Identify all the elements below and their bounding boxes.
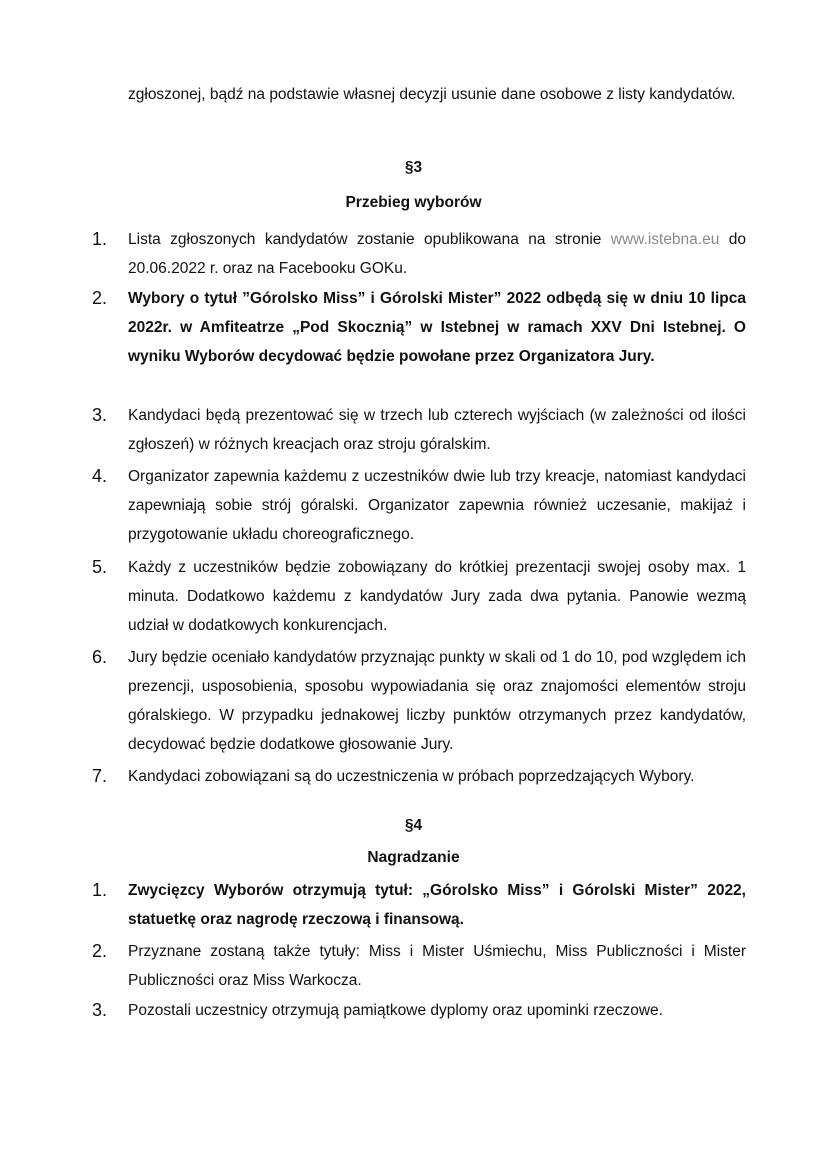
list-number: 2. — [92, 288, 108, 308]
section-4-title: Nagradzanie — [367, 849, 460, 866]
list-text: Pozostali uczestnicy otrzymują pamiątkowe dyplomy oraz upominki rzeczowe. — [128, 1002, 663, 1019]
list-text — [128, 225, 746, 283]
list-number: 1. — [92, 880, 108, 900]
list-text-part: do 20.06.2022 r. oraz na Facebooku GOKu. — [128, 231, 746, 277]
list-number: 5. — [92, 557, 108, 577]
list-text: Przyznane zostaną także tytuły: Miss i Mister Uśmiechu, Miss Publiczności i Mister Publiczności oraz Miss Warkocza. — [128, 943, 746, 989]
section-3-title: Przebieg wyborów — [345, 194, 482, 211]
list-number: 4. — [92, 466, 108, 486]
list-text: Kandydaci zobowiązani są do uczestniczenia w próbach poprzedzających Wybory. — [128, 768, 695, 785]
section-4-number: §4 — [404, 817, 423, 834]
website-link[interactable]: www.istebna.eu — [610, 231, 720, 248]
intro-paragraph: zgłoszonej, bądź na podstawie własnej decyzji usunie dane osobowe z listy kandydatów. — [128, 86, 736, 103]
list-number: 1. — [92, 229, 108, 249]
list-text: Wybory o tytuł ”Górolsko Miss” i Górolski Mister” 2022 odbędą się w dniu 10 lipca 2022r. w Amfiteatrze „Pod Skocznią” w Istebnej w ramach XXV Dni Istebnej. O wyniku Wyborów decydować będzie powołane przez Organizatora Jury. — [128, 290, 746, 365]
list-text: Kandydaci będą prezentować się w trzech lub czterech wyjściach (w zależności od ilości zgłoszeń) w różnych kreacjach oraz stroju góralskim. — [128, 407, 746, 453]
list-number: 6. — [92, 647, 108, 667]
list-text: Jury będzie oceniało kandydatów przyznając punkty w skali od 1 do 10, pod względem ich prezencji, usposobienia, sposobu wypowiadania się oraz znajomości elementów stroju góralskiego. W przypadku jednakowej liczby punktów otrzymanych przez kandydatów, decydować będzie dodatkowe głosowanie Jury. — [128, 649, 746, 753]
list-text-part: Lista zgłoszonych kandydatów zostanie opublikowana na stronie — [128, 231, 611, 248]
list-number: 2. — [92, 941, 108, 961]
list-text: Każdy z uczestników będzie zobowiązany do krótkiej prezentacji swojej osoby max. 1 minuta. Dodatkowo każdemu z kandydatów Jury zada dwa pytania. Panowie wezmą udział w dodatkowych konkurencjach. — [128, 559, 746, 634]
list-number: 3. — [92, 1000, 108, 1020]
list-number: 3. — [92, 405, 108, 425]
list-number: 7. — [92, 766, 108, 786]
section-3-number: §3 — [404, 159, 423, 176]
list-text: Zwycięzcy Wyborów otrzymują tytuł: „Górolsko Miss” i Górolski Mister” 2022, statuetkę oraz nagrodę rzeczową i finansową. — [128, 882, 746, 928]
list-text: Organizator zapewnia każdemu z uczestników dwie lub trzy kreacje, natomiast kandydaci zapewniają sobie strój góralski. Organizator zapewnia również uczesanie, makijaż i przygotowanie układu choreograficznego. — [128, 468, 746, 543]
